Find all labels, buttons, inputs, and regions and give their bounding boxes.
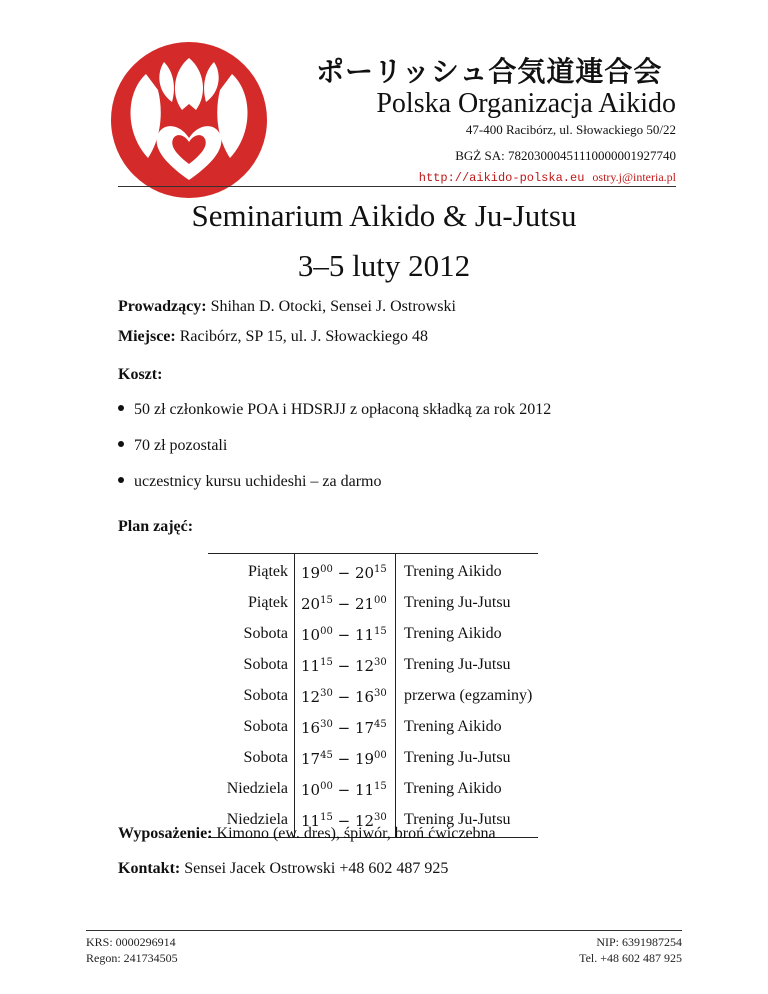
start-minute: 45	[320, 750, 333, 761]
table-row	[208, 587, 538, 618]
header-divider	[118, 186, 676, 187]
end-hour: 16	[354, 688, 375, 706]
instructors-label: Prowadzący:	[118, 298, 207, 315]
start-hour: 16	[301, 719, 321, 737]
event-title: Seminarium Aikido & Ju-Jutsu	[191, 198, 577, 233]
schedule-table	[208, 553, 538, 838]
schedule-day: Sobota	[208, 649, 295, 680]
table-row	[208, 649, 538, 680]
schedule-time: $19^{00} - 20^{15}$	[295, 554, 396, 588]
schedule-day: Niedziela	[208, 804, 295, 838]
organization-name: Polska Organizacja Aikido	[376, 88, 676, 119]
schedule-time: $12^{30} - 16^{30}$	[295, 680, 396, 711]
table-row	[208, 711, 538, 742]
end-minute: 30	[374, 688, 387, 699]
list-item	[118, 401, 551, 419]
schedule-activity: Trening Aikido	[404, 563, 502, 580]
schedule-day: Sobota	[208, 618, 295, 649]
end-minute: 15	[374, 626, 387, 637]
place-label: Miejsce:	[118, 328, 176, 345]
end-hour: 19	[354, 750, 375, 768]
website-link[interactable]: http://aikido-polska.eu	[418, 171, 585, 185]
start-minute: 00	[320, 626, 333, 637]
end-hour: 12	[354, 657, 375, 675]
bullet-icon	[118, 477, 124, 483]
aikido-crest-logo	[86, 40, 292, 200]
bank-account: BGŻ SA: 78203000451110000001927740	[455, 148, 676, 163]
start-minute: 15	[320, 812, 333, 823]
start-minute: 00	[320, 781, 333, 792]
schedule-day: Piątek	[208, 587, 295, 618]
event-date: 3–5 luty 2012	[297, 248, 471, 283]
schedule-activity: Trening Aikido	[404, 780, 502, 797]
start-minute: 00	[320, 564, 333, 575]
schedule-day: Sobota	[208, 711, 295, 742]
contact-value: Sensei Jacek Ostrowski +48 602 487 925	[184, 860, 449, 877]
end-minute: 00	[374, 750, 387, 761]
schedule-day: Sobota	[208, 680, 295, 711]
start-hour: 10	[301, 781, 321, 799]
end-minute: 30	[374, 812, 387, 823]
cost-heading	[118, 366, 162, 384]
equipment-value: Kimono (ew. dres), śpiwór, broń ćwiczebna	[216, 825, 496, 842]
schedule-time: $10^{00} - 11^{15}$	[295, 773, 396, 804]
schedule-activity: Trening Ju-Jutsu	[404, 811, 511, 828]
regon-number: Regon: 241734505	[86, 951, 178, 965]
instructors-line	[118, 298, 456, 316]
phone-number: Tel. +48 602 487 925	[579, 951, 682, 965]
end-hour: 11	[354, 626, 375, 644]
start-hour: 11	[301, 812, 321, 830]
schedule-time: $11^{15} - 12^{30}$	[295, 804, 396, 838]
table-row	[208, 554, 538, 588]
schedule-time: $20^{15} - 21^{00}$	[295, 587, 396, 618]
organization-address: 47-400 Racibórz, ul. Słowackiego 50/22	[465, 122, 676, 137]
schedule-activity: Trening Ju-Jutsu	[404, 656, 511, 673]
table-row	[208, 742, 538, 773]
cost-item-3: uczestnicy kursu uchideshi – za darmo	[134, 473, 382, 490]
start-minute: 30	[320, 688, 333, 699]
equipment-line	[118, 825, 496, 843]
schedule-day: Niedziela	[208, 773, 295, 804]
end-hour: 11	[354, 781, 375, 799]
schedule-heading	[118, 518, 193, 536]
footer-right	[579, 934, 682, 966]
schedule-activity: Trening Ju-Jutsu	[404, 749, 511, 766]
schedule-time: $16^{30} - 17^{45}$	[295, 711, 396, 742]
start-minute: 30	[320, 719, 333, 730]
start-hour: 11	[301, 657, 321, 675]
end-minute: 15	[374, 781, 387, 792]
schedule-activity: Trening Ju-Jutsu	[404, 594, 511, 611]
start-hour: 12	[301, 688, 321, 706]
nip-number: NIP: 6391987254	[596, 935, 682, 949]
schedule-label: Plan zajęć:	[118, 518, 194, 535]
cost-item-1: 50 zł członkowie POA i HDSRJJ z opłaconą składką za rok 2012	[134, 401, 552, 418]
start-minute: 15	[320, 657, 333, 668]
start-hour: 17	[301, 750, 321, 768]
schedule-activity: przerwa (egzaminy)	[404, 687, 533, 704]
schedule-day: Piątek	[208, 554, 295, 588]
end-minute: 00	[374, 595, 387, 606]
contact-links	[419, 170, 676, 185]
end-hour: 21	[354, 595, 375, 613]
schedule-time: $11^{15} - 12^{30}$	[295, 649, 396, 680]
table-row	[208, 680, 538, 711]
schedule-day: Sobota	[208, 742, 295, 773]
schedule-activity: Trening Aikido	[404, 718, 502, 735]
schedule-time: $10^{00} - 11^{15}$	[295, 618, 396, 649]
end-minute: 15	[374, 564, 387, 575]
start-hour: 10	[301, 626, 321, 644]
end-hour: 12	[354, 812, 375, 830]
schedule-time: $17^{45} - 19^{00}$	[295, 742, 396, 773]
contact-label: Kontakt:	[118, 860, 181, 877]
footer-divider	[86, 930, 682, 931]
table-row	[208, 773, 538, 804]
email-link[interactable]: ostry.j@interia.pl	[592, 170, 676, 184]
end-hour: 20	[354, 564, 375, 582]
cost-label: Koszt:	[118, 366, 163, 383]
schedule-activity: Trening Aikido	[404, 625, 502, 642]
list-item	[118, 473, 381, 491]
footer-left	[86, 934, 178, 966]
end-minute: 45	[374, 719, 387, 730]
list-item	[118, 437, 227, 455]
japanese-title: ポーリッシュ合気道連合会	[316, 55, 663, 88]
place-value: Racibórz, SP 15, ul. J. Słowackiego 48	[179, 328, 429, 345]
start-hour: 20	[301, 595, 321, 613]
bullet-icon	[118, 441, 124, 447]
start-hour: 19	[301, 564, 321, 582]
krs-number: KRS: 0000296914	[86, 935, 176, 949]
end-minute: 30	[374, 657, 387, 668]
cost-item-2: 70 zł pozostali	[134, 437, 228, 454]
end-hour: 17	[354, 719, 375, 737]
place-line	[118, 328, 428, 346]
start-minute: 15	[320, 595, 333, 606]
equipment-label: Wyposażenie:	[118, 825, 213, 842]
instructors-value: Shihan D. Otocki, Sensei J. Ostrowski	[210, 298, 456, 315]
contact-line	[118, 860, 448, 878]
bullet-icon	[118, 405, 124, 411]
table-row	[208, 618, 538, 649]
